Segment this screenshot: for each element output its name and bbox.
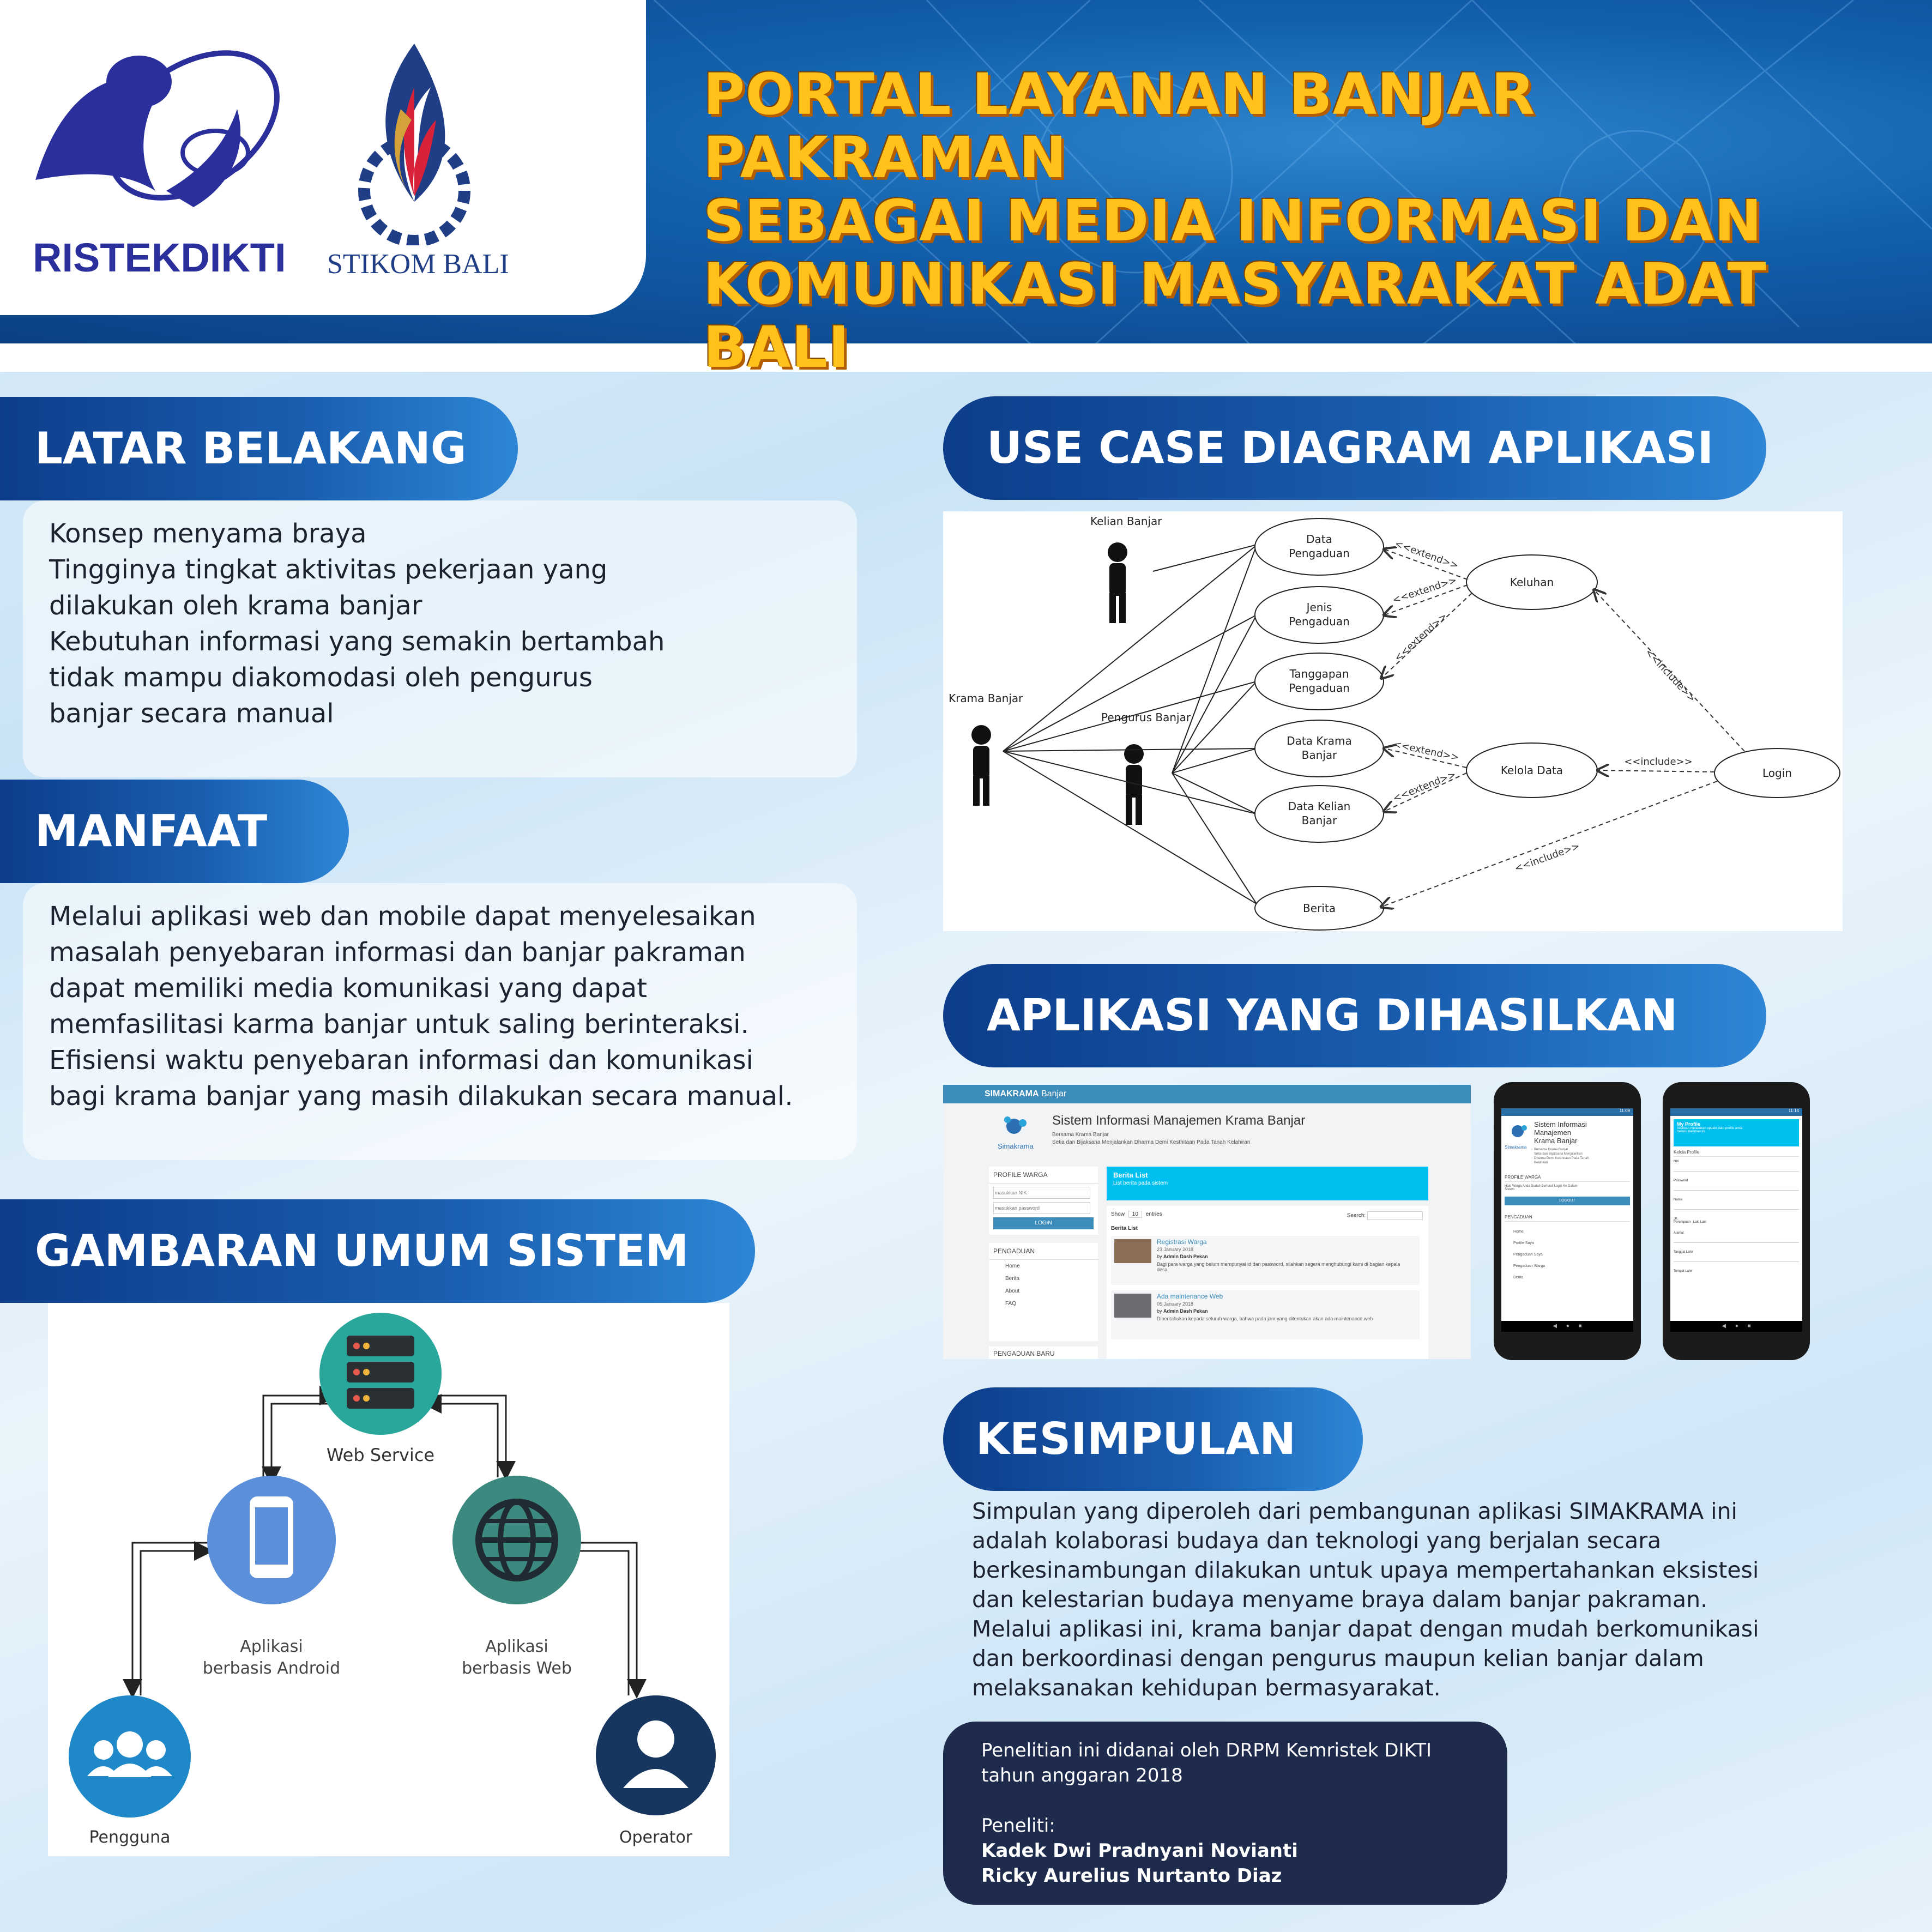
field-alamat-label: Alamat (1674, 1231, 1684, 1235)
web-list-heading: Berita List (1111, 1225, 1138, 1231)
uc-tanggapan-label-1: Tanggapan (1289, 667, 1349, 680)
post-thumbnail-icon (1114, 1294, 1151, 1318)
phone-1-welcome-1: Halo Warga Anda Sudah Berhasil Login Ke Dalam (1505, 1185, 1578, 1188)
web-brand: SIMAKRAMA (985, 1089, 1039, 1098)
uc-jenis-label-2: Pengaduan (1289, 615, 1350, 628)
web-profile-box (989, 1167, 1098, 1235)
phone-1-menu (1513, 1226, 1545, 1283)
uc-login-label: Login (1762, 766, 1792, 780)
title-line-3: KOMUNIKASI MASYARAKAT ADAT BALI (703, 251, 1767, 381)
phone-1-sub-3: Dharma Demi Kesthitaan Pada Tanah (1534, 1157, 1589, 1160)
post-1-body: Bagi para warga yang belum mempunyai id dan password, silahkan segera menghubungi kami di bagian kepala desa. (1157, 1261, 1400, 1272)
android-label-2: berbasis Android (202, 1659, 341, 1678)
field-jk-label: JK (1674, 1217, 1678, 1221)
gambaran-heading: GAMBARAN UMUM SISTEM (0, 1199, 755, 1303)
manfaat-line-4: memfasilitasi karma banjar untuk saling berinteraksi. (49, 1009, 749, 1040)
web-app-node (452, 1476, 581, 1678)
uc-tanggapan-label-2: Pengaduan (1289, 681, 1350, 695)
system-overview-svg (48, 1303, 729, 1856)
latar-line-1: Konsep menyama braya (49, 518, 367, 549)
post-2-date: 05 January 2018 (1157, 1301, 1194, 1307)
web-show-label: Show (1111, 1211, 1125, 1217)
uc-data-pengaduan-label-2: Pengaduan (1289, 547, 1350, 560)
web-post-1[interactable] (1111, 1236, 1420, 1285)
post-2-author: Admin Dash Pekan (1163, 1308, 1208, 1314)
logo-panel (0, 0, 646, 315)
phone-1-menu-profile[interactable]: Profile Saya (1513, 1241, 1534, 1245)
uc-kelola-label: Kelola Data (1500, 764, 1563, 777)
field-alamat-input[interactable] (1674, 1235, 1799, 1243)
phone-1-profile: PROFILE WARGA (1505, 1175, 1630, 1182)
web-entries-label: entries (1145, 1211, 1162, 1217)
field-tanggal-label: Tanggal Lahir (1674, 1251, 1694, 1254)
field-password-label: Password (1674, 1179, 1688, 1182)
title-line-2: SEBAGAI MEDIA INFORMASI DAN (703, 188, 1762, 254)
web-pengaduan-baru: PENGADUAN BARU (989, 1347, 1098, 1359)
phone-2-form (1674, 1160, 1799, 1273)
funding-line-2: tahun anggaran 2018 (981, 1765, 1183, 1786)
phone-1-menu-home[interactable]: Home (1513, 1230, 1524, 1234)
phone-1-sub-4: Kelahiran (1534, 1161, 1548, 1164)
phone-2-header (1674, 1119, 1799, 1146)
aplikasi-heading: APLIKASI YANG DIHASILKAN (943, 964, 1766, 1067)
kesimpulan-line-2: adalah kolaborasi budaya dan teknologi yang berjalan secara (972, 1528, 1662, 1554)
phone-1-title-2: Manajemen (1534, 1128, 1571, 1137)
phone-1-pengaduan: PENGADUAN (1505, 1215, 1630, 1222)
kesimpulan-line-5: Melalui aplikasi ini, krama banjar dapat dengan mudah berkomunikasi (972, 1616, 1759, 1642)
kesimpulan-line-6: dan berkoordinasi dengan pengurus maupun kelian banjar dalam (972, 1645, 1704, 1671)
web-password-input[interactable] (993, 1202, 1090, 1214)
field-password-input[interactable] (1674, 1182, 1799, 1191)
phone-1-menu-berita[interactable]: Berita (1513, 1276, 1524, 1279)
post-thumbnail-icon (1114, 1239, 1151, 1263)
phone-1-welcome-2: Sistem (1505, 1188, 1515, 1191)
rel-include-3: <<include>> (1513, 840, 1581, 875)
phone-1-sub (1534, 1148, 1589, 1165)
use-case-diagram (943, 511, 1843, 931)
phone-2-section: Kelola Profile (1674, 1150, 1799, 1157)
phone-1-sub-1: Bersama Krama Banjar (1534, 1148, 1568, 1151)
field-nama-label: Nama (1674, 1198, 1683, 1202)
operator-node (596, 1695, 716, 1847)
web-entries-select[interactable]: 10 (1128, 1211, 1142, 1218)
latar-line-5: tidak mampu diakomodasi oleh pengurus (49, 662, 593, 693)
android-app-node (203, 1476, 340, 1678)
manfaat-line-2: masalah penyebaran informasi dan banjar pakraman (49, 937, 746, 968)
web-post-2[interactable] (1111, 1290, 1420, 1339)
phone-1-logo-word: Simakrama (1505, 1145, 1527, 1150)
rel-extend-4: <<extend>> (1392, 738, 1460, 764)
web-tagline-2: Setia dan Bijaksana Menjalankan Dharma Demi Kesthitaan Pada Tanah Kelahiran (1052, 1139, 1251, 1145)
web-pengaduan-heading: PENGADUAN (989, 1243, 1098, 1260)
post-1-byline (1157, 1254, 1208, 1259)
actor-krama-label: Krama Banjar (949, 692, 1023, 705)
home-icon[interactable]: ● (1735, 1323, 1738, 1329)
uc-kelian-label-2: Banjar (1301, 814, 1337, 827)
back-icon[interactable]: ◀ (1722, 1323, 1726, 1329)
recents-icon[interactable]: ■ (1578, 1323, 1582, 1329)
web-berita-sub: List berita pada sistem (1113, 1180, 1168, 1186)
uc-jenis-label-1: Jenis (1306, 601, 1332, 614)
phone-2-status: 11:14 (1670, 1108, 1802, 1116)
field-jk-radios[interactable] (1674, 1221, 1799, 1227)
peneliti-label: Peneliti: (981, 1815, 1055, 1837)
web-service-label: Web Service (326, 1445, 435, 1465)
web-search-input[interactable] (1367, 1211, 1423, 1220)
phone-1-welcome (1505, 1185, 1630, 1191)
kesimpulan-line-7: melaksanakan kehidupan bermasyarakat. (972, 1675, 1441, 1701)
latar-belakang-box (23, 500, 857, 777)
kesimpulan-line-4: dan kelestarian budaya menyame braya dalam banjar pakraman. (972, 1586, 1708, 1613)
phone-1-menu-pengaduan-saya[interactable]: Pengaduan Saya (1513, 1253, 1543, 1257)
web-service-node (319, 1313, 442, 1465)
rel-extend-2: <<extend>> (1391, 574, 1458, 606)
field-nama-input[interactable] (1674, 1202, 1799, 1210)
web-profile-heading: PROFILE WARGA (989, 1167, 1098, 1184)
web-label-1: Aplikasi (485, 1637, 548, 1656)
field-nik-input[interactable] (1674, 1163, 1799, 1172)
web-berita-table (1107, 1206, 1428, 1359)
rel-extend-1: <<extend>> (1393, 538, 1460, 572)
web-menu-home[interactable]: Home (1005, 1263, 1020, 1269)
uc-kelian-label-1: Data Kelian (1288, 800, 1351, 813)
use-case-svg (943, 511, 1843, 931)
phone-1-logout-button[interactable]: LOGOUT (1505, 1197, 1630, 1205)
ristekdikti-wordmark: RISTEKDIKTI (33, 235, 286, 280)
phone-1-menu-pengaduan-warga[interactable]: Pengaduan Warga (1513, 1264, 1545, 1268)
post-2-byline (1157, 1308, 1208, 1314)
web-app-screenshot (943, 1085, 1471, 1359)
recents-icon[interactable]: ■ (1747, 1323, 1751, 1329)
web-show-entries (1111, 1211, 1162, 1217)
phone-1-sub-2: Setia dan Bijaksana Menjalankan (1534, 1152, 1583, 1156)
android-label-1: Aplikasi (240, 1637, 303, 1656)
actor-kelian-label: Kelian Banjar (1090, 515, 1162, 528)
latar-belakang-heading: LATAR BELAKANG (0, 397, 518, 500)
kesimpulan-line-1: Simpulan yang diperoleh dari pembangunan aplikasi SIMAKRAMA ini (972, 1498, 1737, 1524)
web-menu-berita[interactable]: Berita (1005, 1276, 1020, 1282)
kesimpulan-line-3: berkesinambungan dilakukan untuk upaya mempertahankan eksistesi (972, 1557, 1759, 1583)
manfaat-line-5: Efisiensi waktu penyebaran informasi dan komunikasi (49, 1045, 753, 1076)
web-menu-faq[interactable]: FAQ (1005, 1301, 1017, 1307)
web-label-2: berbasis Web (462, 1659, 572, 1678)
latar-line-6: banjar secara manual (49, 698, 334, 729)
stikom-bali-logo-icon (349, 38, 480, 245)
web-search (1347, 1211, 1423, 1220)
field-tanggal-input[interactable] (1674, 1254, 1799, 1262)
poster-title (703, 63, 1913, 379)
manfaat-line-6: bagi krama banjar yang masih dilakukan secara manual. (49, 1081, 793, 1112)
post-2-body: Diberitahukan kepada seluruh warga, bahwa pada jam yang ditentukan akan ada maintenance web (1157, 1316, 1373, 1321)
uc-krama-label-1: Data Krama (1287, 734, 1352, 747)
phone-2-header-sub-1: Silahkan melakukan update data profile anda (1677, 1127, 1743, 1130)
use-case-heading: USE CASE DIAGRAM APLIKASI (943, 396, 1766, 500)
home-icon[interactable]: ● (1566, 1323, 1569, 1329)
web-topbar (943, 1085, 1471, 1103)
field-tempat-label: Tempat Lahir (1674, 1270, 1693, 1273)
web-pengaduan-box (989, 1243, 1098, 1341)
web-login-button[interactable]: LOGIN (993, 1217, 1094, 1229)
phone-1-status: 11:09 (1501, 1108, 1633, 1116)
web-logo-word: Simakrama (998, 1142, 1034, 1150)
latar-line-3: dilakukan oleh krama banjar (49, 590, 422, 621)
phone-1-logo-icon (1505, 1120, 1532, 1153)
operator-label: Operator (619, 1828, 693, 1847)
rel-include-2: <<include>> (1643, 647, 1698, 705)
back-icon[interactable]: ◀ (1553, 1323, 1557, 1329)
rel-extend-3: <<extend>> (1392, 611, 1450, 664)
post-2-by: by (1157, 1308, 1162, 1314)
phone-2-screen (1670, 1108, 1802, 1321)
post-2-title[interactable]: Ada maintenance Web (1157, 1293, 1223, 1300)
actor-kelian (1090, 515, 1162, 623)
web-tagline-1: Bersama Krama Banjar (1052, 1132, 1109, 1138)
rel-extend-5: <<extend>> (1391, 769, 1458, 805)
kesimpulan-text (972, 1496, 1790, 1702)
phone-2-navbar (1670, 1321, 1802, 1332)
phone-1-title (1534, 1120, 1587, 1145)
pengguna-node (69, 1695, 191, 1847)
uc-keluhan-label: Keluhan (1510, 576, 1554, 589)
field-nik-label: NIK (1674, 1160, 1680, 1163)
web-menu-about[interactable]: About (1005, 1288, 1020, 1294)
phone-2-header-title: My Profile (1677, 1121, 1701, 1127)
kesimpulan-heading: KESIMPULAN (943, 1387, 1363, 1491)
web-berita-banner (1107, 1167, 1428, 1200)
uc-krama-label-2: Banjar (1301, 748, 1337, 762)
manfaat-heading: MANFAAT (0, 780, 349, 883)
manfaat-line-1: Melalui aplikasi web dan mobile dapat menyelesaikan (49, 901, 756, 932)
phone-1 (1494, 1082, 1641, 1360)
web-berita-title: Berita List (1113, 1171, 1148, 1179)
post-1-title[interactable]: Registrasi Warga (1157, 1238, 1207, 1246)
ristekdikti-logo-icon (30, 44, 286, 229)
manfaat-line-3: dapat memiliki media komunikasi yang dapat (49, 973, 647, 1004)
latar-line-2: Tingginya tingkat aktivitas pekerjaan yang (49, 554, 608, 585)
phone-1-title-1: Sistem Informasi (1534, 1120, 1587, 1128)
rel-include-1: <<include>> (1624, 756, 1693, 768)
manfaat-box (23, 883, 857, 1160)
web-brand-sub: Banjar (1041, 1089, 1067, 1098)
author-2: Ricky Aurelius Nurtanto Diaz (981, 1865, 1282, 1887)
radio-laki[interactable]: Laki Laki (1693, 1221, 1706, 1224)
post-1-author: Admin Dash Pekan (1163, 1254, 1208, 1259)
funding-footer (943, 1722, 1507, 1905)
phone-2 (1663, 1082, 1810, 1360)
phone-1-navbar (1501, 1321, 1633, 1332)
pengguna-label: Pengguna (89, 1828, 171, 1847)
radio-perempuan[interactable]: Perempuan (1674, 1221, 1691, 1224)
stikom-bali-wordmark: STIKOM BALI (327, 249, 509, 280)
phone-2-header-sub-2: melalui halaman ini (1677, 1130, 1705, 1133)
title-line-1: PORTAL LAYANAN BANJAR PAKRAMAN (703, 61, 1536, 191)
uc-berita-label: Berita (1303, 902, 1336, 915)
uc-data-pengaduan-label-1: Data (1306, 533, 1332, 546)
actor-pengurus-label: Pengurus Banjar (1101, 711, 1191, 724)
web-nik-input[interactable] (993, 1187, 1090, 1199)
latar-line-4: Kebutuhan informasi yang semakin bertambah (49, 626, 665, 657)
system-overview-diagram (48, 1303, 729, 1856)
funding-line-1: Penelitian ini didanai oleh DRPM Kemristek DIKTI (981, 1740, 1432, 1761)
phone-1-screen (1501, 1108, 1633, 1321)
web-search-label: Search: (1347, 1212, 1366, 1219)
post-1-by: by (1157, 1254, 1162, 1259)
post-1-date: 23 January 2018 (1157, 1247, 1194, 1252)
web-app-title: Sistem Informasi Manajemen Krama Banjar (1052, 1113, 1306, 1128)
phone-1-title-3: Krama Banjar (1534, 1137, 1578, 1145)
author-1: Kadek Dwi Pradnyani Novianti (981, 1840, 1298, 1862)
simakrama-logo-icon (998, 1111, 1036, 1149)
